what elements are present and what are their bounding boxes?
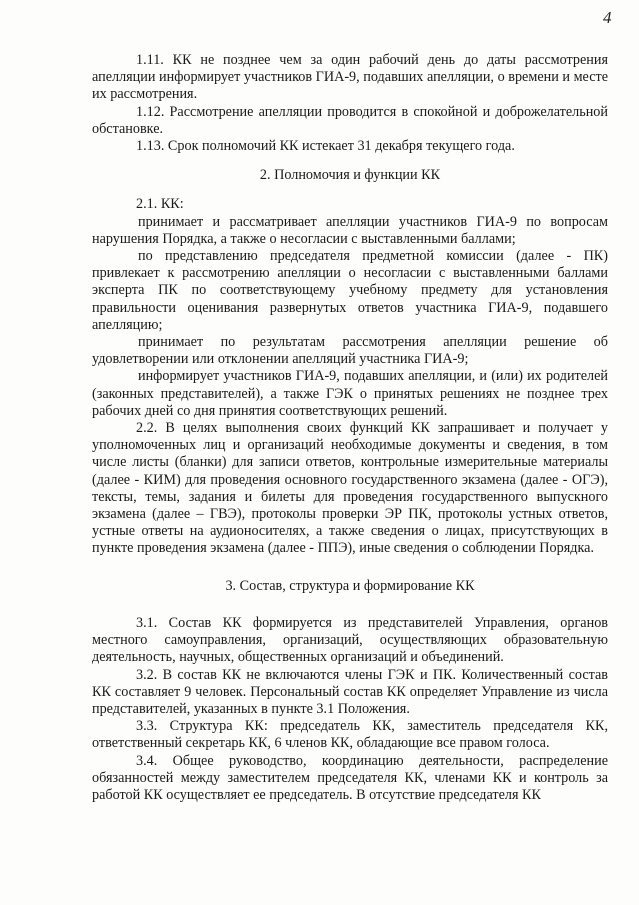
list-item-2-1-c: принимает по результатам рассмотрения апелляции решение об удовлетворении или отклонении апелляций участника ГИА-9; — [92, 334, 608, 368]
list-item-2-1-d: информирует участников ГИА-9, подавших апелляции, и (или) их родителей (законных представителей), а также ГЭК о принятых решениях не позднее трех рабочих дней со дня принятия соответствующих решений. — [92, 368, 608, 419]
paragraph-1-11: 1.11. КК не позднее чем за один рабочий день до даты рассмотрения апелляции информирует участников ГИА-9, подавших апелляции, о времени и месте их рассмотрения. — [92, 52, 608, 103]
paragraph-2-2: 2.2. В целях выполнения своих функций КК запрашивает и получает у уполномоченных лиц и организаций необходимые документы и сведения, в том числе листы (бланки) для записи ответов, контрольные измерительные материалы (далее - КИМ) для проведения основного государственного экзамена (далее - ОГЭ), тексты, темы, задания и билеты для проведения государственного выпускного экзамена (далее – ГВЭ), протоколы проверки ЭР ПК, протоколы устных ответов, устные ответы на аудионосителях, а также сведения о лицах, присутствующих в пункте проведения экзамена (далее - ППЭ), иные сведения о соблюдении Порядка. — [92, 420, 608, 557]
section-3-heading: 3. Состав, структура и формирование КК — [225, 577, 475, 594]
paragraph-3-1: 3.1. Состав КК формируется из представителей Управления, органов местного самоуправления, организаций, осуществляющих образовательную деятельность, научных, общественных организаций и объединений. — [92, 614, 608, 666]
list-item-2-1-a: принимает и рассматривает апелляции участников ГИА-9 по вопросам нарушения Порядка, а также о несогласии с выставленными баллами; — [92, 213, 608, 247]
page-number: 4 — [603, 8, 612, 27]
paragraph-2-1-intro: 2.1. КК: — [136, 196, 184, 213]
section-2-heading: 2. Полномочия и функции КК — [259, 167, 441, 184]
paragraph-3-3: 3.3. Структура КК: председатель КК, заместитель председателя КК, ответственный секретарь КК, 6 членов КК, обладающие все правом голоса. — [92, 718, 608, 752]
paragraph-1-13: 1.13. Срок полномочий КК истекает 31 декабря текущего года. — [136, 138, 515, 155]
paragraph-3-4: 3.4. Общее руководство, координацию деятельности, распределение обязанностей между заместителем председателя КК, членами КК и контроль за работой КК осуществляет ее председатель. В отсутствие председателя КК — [92, 752, 608, 803]
document-body — [92, 52, 608, 804]
list-item-2-1-b: по представлению председателя предметной комиссии (далее - ПК) привлекает к рассмотрению апелляции о несогласии с выставленными баллами эксперта ПК по соответствующему учебному предмету для установления правильности оценивания развернутых ответов участника ГИА-9, подавшего апелляцию; — [92, 248, 608, 333]
paragraph-3-2: 3.2. В состав КК не включаются члены ГЭК и ПК. Количественный состав КК составляет 9 человек. Персональный состав КК определяет Управление из числа представителей, указанных в пункте 3.1 Положения. — [92, 666, 608, 717]
paragraph-1-12: 1.12. Рассмотрение апелляции проводится в спокойной и доброжелательной обстановке. — [92, 103, 608, 137]
